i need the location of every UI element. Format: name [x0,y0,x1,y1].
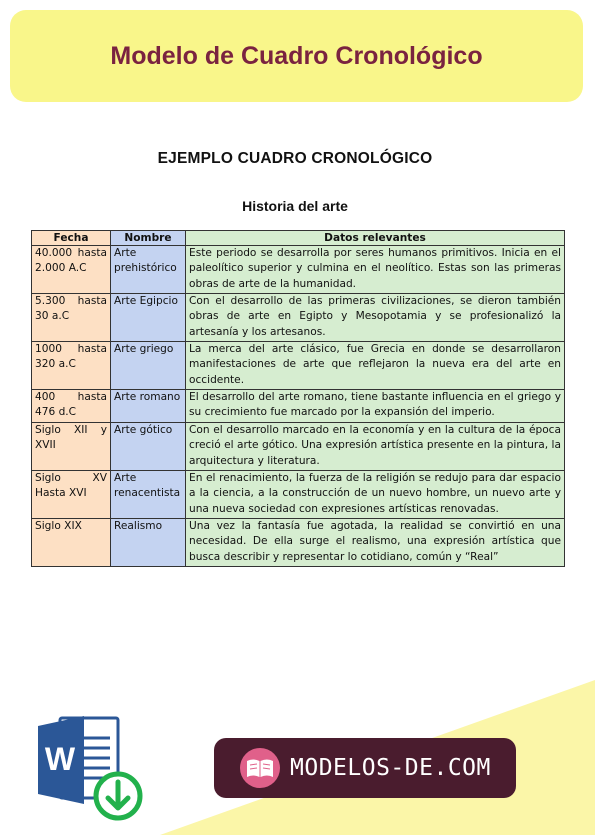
brand-name: MODELOS-DE.COM [290,755,491,781]
row-fecha: 40.000 hasta 2.000 A.C [32,246,111,294]
row-datos: El desarrollo del arte romano, tiene bastante influencia en el griego y su crecimiento fue marcado por la expansión del imperio. [186,390,565,423]
header-banner [10,10,583,102]
header-datos-relevantes: Datos relevantes [186,231,565,246]
row-datos: Con el desarrollo marcado en la economía y en la cultura de la época creció el arte gótico. Una expresión artística presente en la pintura, la arquitectura y literatura. [186,423,565,471]
row-fecha: 400 hasta 476 d.C [32,390,111,423]
row-fecha: Siglo XIX [32,519,111,567]
table-row [32,390,565,423]
row-datos: La merca del arte clásico, fue Grecia en donde se desarrollaron manifestaciones de arte que reflejaron la nueva era del arte en occidente. [186,342,565,390]
download-icon [96,774,140,818]
row-datos: En el renacimiento, la fuerza de la religión se redujo para dar espacio a la ciencia, a la construcción de un nuevo hombre, un nuevo arte y una nueva sociedad con expresiones artísticas renovadas. [186,471,565,519]
table-row [32,294,565,342]
header-nombre: Nombre [111,231,186,246]
row-fecha: Siglo XII y XVII [32,423,111,471]
row-nombre: Arte romano [111,390,186,423]
header-fecha: Fecha [32,231,111,246]
document-heading: EJEMPLO CUADRO CRONOLÓGICO [157,150,433,167]
table-row [32,471,565,519]
brand-logo-link[interactable] [214,738,516,798]
page-title: Modelo de Cuadro Cronológico [110,41,483,70]
row-fecha: 1000 hasta 320 a.C [32,342,111,390]
row-nombre: Arte prehistórico [111,246,186,294]
table-row [32,342,565,390]
row-datos: Este periodo se desarrolla por seres humanos primitivos. Inicia en el paleolítico superior y culmina en el neolítico. Estas son las primeras obras de arte de la humanidad. [186,246,565,294]
row-datos: Con el desarrollo de las primeras civilizaciones, se dieron también obras de arte en Egipto y Mesopotamia y se profesionalizó la artesanía y los artesanos. [186,294,565,342]
word-document-download-icon[interactable] [38,712,148,824]
row-fecha: 5.300 hasta 30 a.C [32,294,111,342]
chronology-table [31,230,565,567]
table-row [32,423,565,471]
table-row [32,246,565,294]
document-subheading: Historia del arte [242,198,348,214]
book-icon [240,748,280,788]
table-header-row [32,231,565,246]
row-nombre: Arte gótico [111,423,186,471]
row-datos: Una vez la fantasía fue agotada, la realidad se convirtió en una necesidad. De ella surge el realismo, una expresión artística que busca describir y representar lo cotidiano, común y “Real” [186,519,565,567]
row-fecha: Siglo XV Hasta XVI [32,471,111,519]
row-nombre: Arte Egipcio [111,294,186,342]
row-nombre: Arte renacentista [111,471,186,519]
table-row [32,519,565,567]
word-letter: W [44,741,76,777]
row-nombre: Arte griego [111,342,186,390]
row-nombre: Realismo [111,519,186,567]
